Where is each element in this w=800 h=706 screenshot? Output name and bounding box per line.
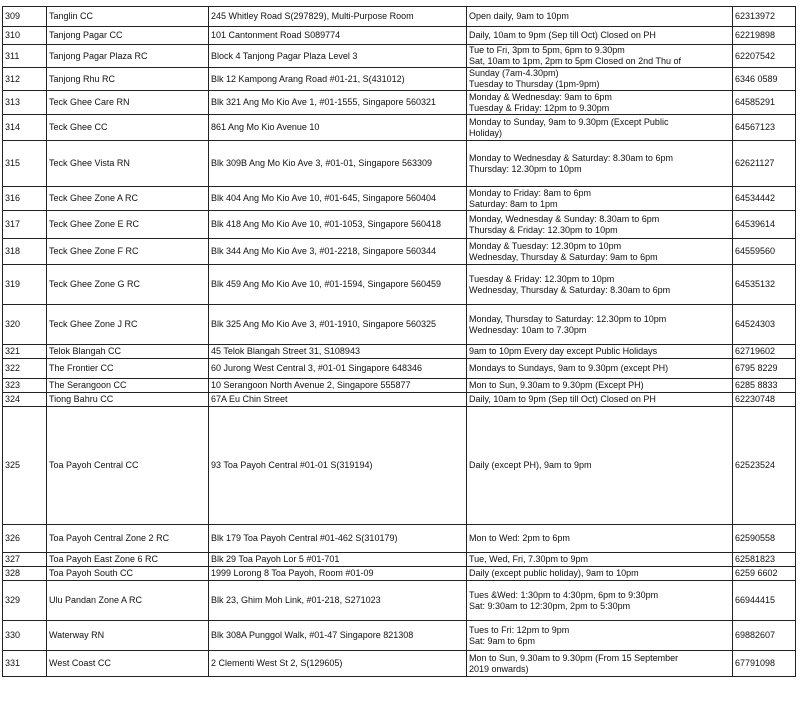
opening-hours-line: Monday to Sunday, 9am to 9.30pm (Except Public <box>469 116 669 127</box>
table-row <box>3 265 796 305</box>
opening-hours-line: Mon to Sun, 9.30am to 9.30pm (From 15 September <box>469 652 679 663</box>
location-name: Teck Ghee Zone G RC <box>47 265 209 305</box>
opening-hours-line: Mondays to Sundays, 9am to 9.30pm (except PH) <box>469 363 669 373</box>
table-row <box>3 91 796 115</box>
location-address: 10 Serangoon North Avenue 2, Singapore 555877 <box>209 379 467 393</box>
phone-number: 64567123 <box>733 115 796 141</box>
table-row <box>3 45 796 68</box>
location-address: 245 Whitley Road S(297829), Multi-Purpose Room <box>209 7 467 27</box>
row-number: 319 <box>3 265 47 305</box>
location-name: Toa Payoh South CC <box>47 567 209 581</box>
location-name: Tanjong Pagar CC <box>47 27 209 45</box>
table-row <box>3 211 796 239</box>
location-address: Blk 404 Ang Mo Kio Ave 10, #01-645, Singapore 560404 <box>209 187 467 211</box>
opening-hours <box>467 45 733 68</box>
location-address: Blk 23, Ghim Moh Link, #01-218, S271023 <box>209 581 467 621</box>
location-name: Toa Payoh Central CC <box>47 407 209 525</box>
row-number: 324 <box>3 393 47 407</box>
phone-number: 62219898 <box>733 27 796 45</box>
location-name: Waterway RN <box>47 621 209 651</box>
opening-hours <box>467 359 733 379</box>
location-name: Teck Ghee Zone J RC <box>47 305 209 345</box>
opening-hours-line: Sat, 10am to 1pm, 2pm to 5pm Closed on 2nd Thu of <box>469 56 681 66</box>
opening-hours-line: Sat: 9:30am to 12:30pm, 2pm to 5:30pm <box>469 600 631 611</box>
opening-hours <box>467 567 733 581</box>
opening-hours-line: Tue to Fri, 3pm to 5pm, 6pm to 9.30pm <box>469 45 625 55</box>
location-name: Teck Ghee Zone F RC <box>47 239 209 265</box>
opening-hours <box>467 91 733 115</box>
table-row <box>3 187 796 211</box>
opening-hours-line: Monday to Wednesday & Saturday: 8.30am to 6pm <box>469 152 673 163</box>
page-bottom-edge <box>0 698 800 706</box>
phone-number: 62581823 <box>733 553 796 567</box>
opening-hours-line: Monday, Wednesday & Sunday: 8.30am to 6pm <box>469 213 660 224</box>
opening-hours <box>467 187 733 211</box>
opening-hours <box>467 68 733 91</box>
location-name: Teck Ghee CC <box>47 115 209 141</box>
opening-hours-line: Thursday: 12.30pm to 10pm <box>469 163 582 174</box>
row-number: 311 <box>3 45 47 68</box>
opening-hours-line: Sunday (7am-4.30pm) <box>469 68 559 78</box>
location-address: Blk 418 Ang Mo Kio Ave 10, #01-1053, Singapore 560418 <box>209 211 467 239</box>
phone-number: 62207542 <box>733 45 796 68</box>
opening-hours-line: Monday, Thursday to Saturday: 12.30pm to 10pm <box>469 313 667 324</box>
location-name: Teck Ghee Zone A RC <box>47 187 209 211</box>
row-number: 313 <box>3 91 47 115</box>
phone-number: 6346 0589 <box>733 68 796 91</box>
location-name: Ulu Pandan Zone A RC <box>47 581 209 621</box>
opening-hours <box>467 141 733 187</box>
location-name: Telok Blangah CC <box>47 345 209 359</box>
opening-hours-line: Daily (except public holiday), 9am to 10pm <box>469 568 639 578</box>
table-row <box>3 651 796 677</box>
table-row <box>3 621 796 651</box>
row-number: 326 <box>3 525 47 553</box>
location-address: Blk 459 Ang Mo Kio Ave 10, #01-1594, Singapore 560459 <box>209 265 467 305</box>
opening-hours <box>467 27 733 45</box>
directory-table <box>2 6 796 677</box>
phone-number: 64524303 <box>733 305 796 345</box>
table-row <box>3 359 796 379</box>
location-name: Teck Ghee Care RN <box>47 91 209 115</box>
location-address: 45 Telok Blangah Street 31, S108943 <box>209 345 467 359</box>
opening-hours <box>467 379 733 393</box>
opening-hours <box>467 265 733 305</box>
phone-number: 64534442 <box>733 187 796 211</box>
location-name: Tanjong Rhu RC <box>47 68 209 91</box>
phone-number: 6285 8833 <box>733 379 796 393</box>
opening-hours <box>467 305 733 345</box>
table-row <box>3 567 796 581</box>
phone-number: 64559560 <box>733 239 796 265</box>
opening-hours <box>467 7 733 27</box>
opening-hours-line: Tuesday to Thursday (1pm-9pm) <box>469 79 600 89</box>
phone-number: 64585291 <box>733 91 796 115</box>
opening-hours-line: Mon to Wed: 2pm to 6pm <box>469 533 570 543</box>
table-row <box>3 305 796 345</box>
phone-number: 67791098 <box>733 651 796 677</box>
phone-number: 62590558 <box>733 525 796 553</box>
table-row <box>3 68 796 91</box>
opening-hours-line: 9am to 10pm Every day except Public Holidays <box>469 346 658 356</box>
opening-hours-line: Thursday & Friday: 12.30pm to 10pm <box>469 224 618 235</box>
opening-hours-line: Daily (except PH), 9am to 9pm <box>469 460 592 470</box>
location-name: West Coast CC <box>47 651 209 677</box>
table-row <box>3 141 796 187</box>
row-number: 310 <box>3 27 47 45</box>
location-name: Tanglin CC <box>47 7 209 27</box>
opening-hours-line: Wednesday, Thursday & Saturday: 9am to 6pm <box>469 251 658 262</box>
row-number: 329 <box>3 581 47 621</box>
opening-hours <box>467 239 733 265</box>
opening-hours-line: Tues to Fri: 12pm to 9pm <box>469 624 570 635</box>
table-row <box>3 345 796 359</box>
phone-number: 64535132 <box>733 265 796 305</box>
opening-hours <box>467 581 733 621</box>
row-number: 322 <box>3 359 47 379</box>
phone-number: 62719602 <box>733 345 796 359</box>
opening-hours-line: Saturday: 8am to 1pm <box>469 198 558 209</box>
table-row <box>3 393 796 407</box>
opening-hours <box>467 211 733 239</box>
opening-hours-line: Tuesday & Friday: 12.30pm to 10pm <box>469 273 615 284</box>
table-row <box>3 115 796 141</box>
location-name: The Serangoon CC <box>47 379 209 393</box>
phone-number: 6259 6602 <box>733 567 796 581</box>
row-number: 315 <box>3 141 47 187</box>
location-address: 2 Clementi West St 2, S(129605) <box>209 651 467 677</box>
location-address: Block 4 Tanjong Pagar Plaza Level 3 <box>209 45 467 68</box>
row-number: 323 <box>3 379 47 393</box>
table-row <box>3 379 796 393</box>
location-name: Tanjong Pagar Plaza RC <box>47 45 209 68</box>
row-number: 331 <box>3 651 47 677</box>
opening-hours <box>467 407 733 525</box>
directory-sheet <box>2 6 795 677</box>
row-number: 325 <box>3 407 47 525</box>
table-row <box>3 239 796 265</box>
location-name: Teck Ghee Zone E RC <box>47 211 209 239</box>
location-address: 861 Ang Mo Kio Avenue 10 <box>209 115 467 141</box>
phone-number: 62230748 <box>733 393 796 407</box>
opening-hours-line: Monday to Friday: 8am to 6pm <box>469 187 592 198</box>
location-address: Blk 308A Punggol Walk, #01-47 Singapore 821308 <box>209 621 467 651</box>
opening-hours <box>467 651 733 677</box>
opening-hours-line: Monday & Wednesday: 9am to 6pm <box>469 91 612 102</box>
opening-hours-line: Daily, 10am to 9pm (Sep till Oct) Closed on PH <box>469 30 656 40</box>
opening-hours-line: Mon to Sun, 9.30am to 9.30pm (Except PH) <box>469 380 644 390</box>
location-name: Toa Payoh Central Zone 2 RC <box>47 525 209 553</box>
row-number: 327 <box>3 553 47 567</box>
table-row <box>3 581 796 621</box>
opening-hours-line: Daily, 10am to 9pm (Sep till Oct) Closed on PH <box>469 394 656 404</box>
location-name: The Frontier CC <box>47 359 209 379</box>
opening-hours-line: Open daily, 9am to 10pm <box>469 11 569 21</box>
phone-number: 64539614 <box>733 211 796 239</box>
opening-hours-line: Monday & Tuesday: 12.30pm to 10pm <box>469 240 622 251</box>
location-name: Teck Ghee Vista RN <box>47 141 209 187</box>
opening-hours <box>467 621 733 651</box>
location-name: Toa Payoh East Zone 6 RC <box>47 553 209 567</box>
opening-hours <box>467 393 733 407</box>
table-row <box>3 553 796 567</box>
row-number: 330 <box>3 621 47 651</box>
table-row <box>3 27 796 45</box>
location-address: Blk 29 Toa Payoh Lor 5 #01-701 <box>209 553 467 567</box>
location-address: Blk 309B Ang Mo Kio Ave 3, #01-01, Singapore 563309 <box>209 141 467 187</box>
table-row <box>3 7 796 27</box>
opening-hours-line: Wednesday, Thursday & Saturday: 8.30am to 6pm <box>469 284 671 295</box>
opening-hours-line: Tuesday & Friday: 12pm to 9.30pm <box>469 102 610 113</box>
location-address: 101 Cantonment Road S089774 <box>209 27 467 45</box>
row-number: 314 <box>3 115 47 141</box>
location-address: 1999 Lorong 8 Toa Payoh, Room #01-09 <box>209 567 467 581</box>
row-number: 328 <box>3 567 47 581</box>
opening-hours-line: 2019 onwards) <box>469 663 529 674</box>
opening-hours-line: Holiday) <box>469 127 503 138</box>
location-address: Blk 12 Kampong Arang Road #01-21, S(431012) <box>209 68 467 91</box>
location-address: Blk 344 Ang Mo Kio Ave 3, #01-2218, Singapore 560344 <box>209 239 467 265</box>
row-number: 312 <box>3 68 47 91</box>
opening-hours <box>467 525 733 553</box>
opening-hours-line: Wednesday: 10am to 7.30pm <box>469 324 587 335</box>
row-number: 321 <box>3 345 47 359</box>
phone-number: 6795 8229 <box>733 359 796 379</box>
table-row <box>3 407 796 525</box>
opening-hours-line: Tue, Wed, Fri, 7.30pm to 9pm <box>469 554 589 564</box>
row-number: 318 <box>3 239 47 265</box>
opening-hours-line: Tues &Wed: 1:30pm to 4:30pm, 6pm to 9:30pm <box>469 589 659 600</box>
opening-hours-line: Sat: 9am to 6pm <box>469 635 536 646</box>
directory-table-body <box>3 7 796 677</box>
location-address: Blk 179 Toa Payoh Central #01-462 S(310179) <box>209 525 467 553</box>
row-number: 316 <box>3 187 47 211</box>
phone-number: 69882607 <box>733 621 796 651</box>
location-address: 60 Jurong West Central 3, #01-01 Singapore 648346 <box>209 359 467 379</box>
table-row <box>3 525 796 553</box>
location-address: 67A Eu Chin Street <box>209 393 467 407</box>
opening-hours <box>467 553 733 567</box>
location-address: Blk 325 Ang Mo Kio Ave 3, #01-1910, Singapore 560325 <box>209 305 467 345</box>
location-name: Tiong Bahru CC <box>47 393 209 407</box>
phone-number: 66944415 <box>733 581 796 621</box>
row-number: 317 <box>3 211 47 239</box>
phone-number: 62621127 <box>733 141 796 187</box>
row-number: 320 <box>3 305 47 345</box>
phone-number: 62313972 <box>733 7 796 27</box>
phone-number: 62523524 <box>733 407 796 525</box>
row-number: 309 <box>3 7 47 27</box>
location-address: Blk 321 Ang Mo Kio Ave 1, #01-1555, Singapore 560321 <box>209 91 467 115</box>
opening-hours <box>467 115 733 141</box>
location-address: 93 Toa Payoh Central #01-01 S(319194) <box>209 407 467 525</box>
opening-hours <box>467 345 733 359</box>
